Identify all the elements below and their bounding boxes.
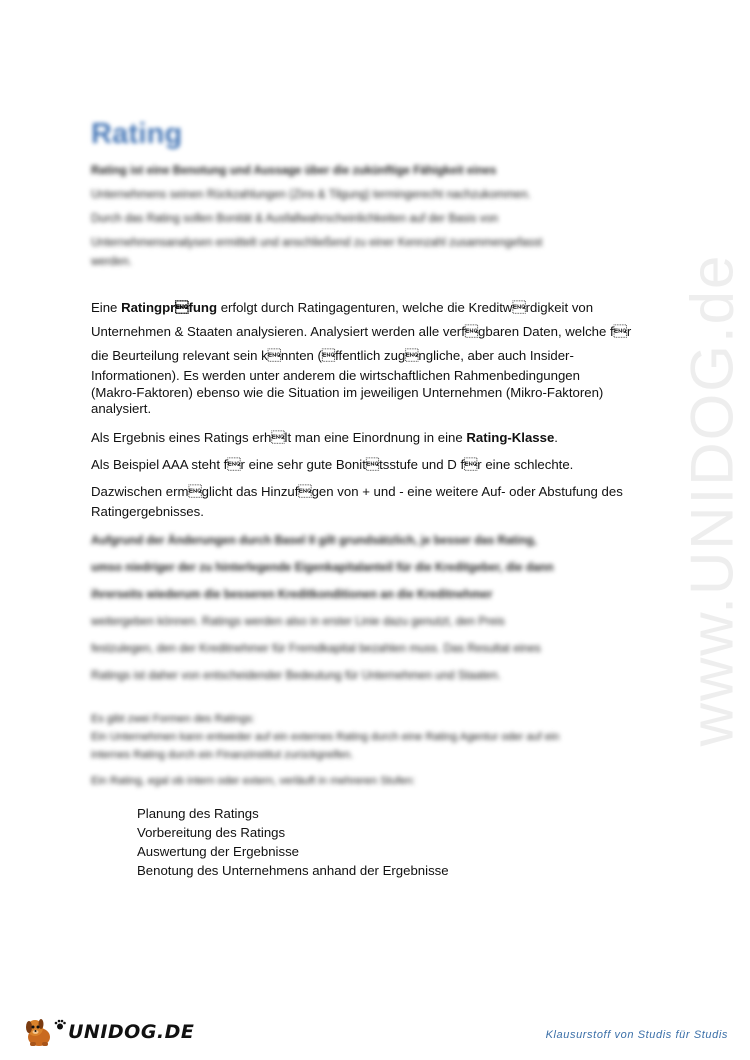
intro-paragraph	[91, 159, 661, 269]
rating-line-6: analysiert.	[91, 401, 152, 416]
basel-line: Aufgrund der Änderungen durch Basel II gilt grundsätzlich, je besser das Rating,	[91, 534, 537, 547]
text-segment: erfolgt durch Ratingagenturen, welche die Kreditwrdigkeit von	[217, 300, 594, 315]
rating-line-3: die Beurteilung relevant sein knnten (ffentlich zugngliche, aber auch Insider-	[91, 348, 574, 363]
basel-line: festzulegen, den der Kreditnehmer für Fremdkapital bezahlen muss. Das Resultat eines	[91, 642, 541, 655]
list-item: Benotung des Unternehmens anhand der Ergebnisse	[137, 863, 449, 878]
stages-list	[137, 804, 449, 880]
dog-mascot-icon	[22, 1015, 56, 1049]
intro-line: werden.	[91, 256, 132, 268]
list-item: Vorbereitung des Ratings	[137, 825, 286, 840]
forms-line: internes Rating durch ein Finanzinstitut zurückgreifen.	[91, 749, 354, 761]
site-logo	[22, 1012, 194, 1052]
bold-term: Ratingprfung	[121, 300, 218, 315]
intro-line: Durch das Rating sollen Bonität & Ausfallwahrscheinlichkeiten auf der Basis von	[91, 213, 499, 225]
rating-paragraph	[91, 296, 671, 418]
rating-line-5: (Makro-Faktoren) ebenso wie die Situation im jeweiligen Unternehmen (Mikro-Faktoren)	[91, 384, 604, 400]
text-segment: Eine	[91, 300, 122, 315]
list-item: Planung des Ratings	[137, 806, 259, 821]
intro-line: Rating ist eine Benotung und Aussage über die zukünftige Fähigkeit eines	[91, 165, 497, 177]
result-line-3: Dazwischen ermglicht das Hinzufgen von + und - eine weitere Auf- oder Abstufung des	[91, 484, 623, 499]
forms-paragraph	[91, 710, 691, 790]
logo-text: UNIDOG.DE	[68, 1021, 195, 1043]
basel-paragraph	[91, 527, 661, 689]
result-line-1	[91, 428, 671, 447]
footer-tagline: Klausurstoff von Studis für Studis	[545, 1029, 728, 1041]
text-segment: .	[554, 430, 558, 445]
text-segment: Als Ergebnis eines Ratings erhlt man eine Einordnung in eine	[91, 430, 467, 445]
rating-line-4: Informationen). Es werden unter anderem die wirtschaftlichen Rahmenbedingungen	[91, 368, 580, 383]
result-line-2: Als Beispiel AAA steht fr eine sehr gute Bonittsstufe und D fr eine schlechte.	[91, 457, 574, 472]
basel-line: Ratings ist daher von entscheidender Bedeutung für Unternehmen und Staaten.	[91, 669, 501, 682]
forms-line: Es gibt zwei Formen des Ratings:	[91, 713, 255, 725]
forms-line: Ein Unternehmen kann entweder auf ein externes Rating durch eine Rating Agentur oder auf ein	[91, 731, 560, 743]
paw-icon	[54, 1019, 66, 1031]
intro-line: Unternehmens seinen Rückzahlungen (Zins & Tilgung) termingerecht nachzukommen.	[91, 189, 531, 201]
basel-line: weitergeben können. Ratings werden also in erster Linie dazu genutzt, den Preis	[91, 615, 505, 628]
watermark-text: www.UNIDOG.de	[678, 253, 746, 747]
bold-term: Rating-Klasse	[466, 430, 555, 445]
result-line-4: Ratingergebnisses.	[91, 504, 204, 519]
intro-line: Unternehmensanalysen ermittelt und anschließend zu einer Kennzahl zusammengefasst	[91, 237, 543, 249]
result-paragraph	[91, 428, 671, 522]
basel-line: umso niedriger der zu hinterlegende Eigenkapitalanteil für die Kreditgeber, die dann	[91, 561, 554, 574]
forms-line: Ein Rating, egal ob intern oder extern, verläuft in mehreren Stufen:	[91, 775, 416, 787]
basel-line: ihrerseits wiederum die besseren Kreditkonditionen an die Kreditnehmer	[91, 588, 493, 601]
rating-line-1	[91, 296, 671, 320]
document-title: Rating	[91, 118, 183, 150]
rating-line-2: Unternehmen & Staaten analysieren. Analysiert werden alle verfgbaren Daten, welche fr	[91, 324, 632, 339]
list-item: Auswertung der Ergebnisse	[137, 844, 300, 859]
